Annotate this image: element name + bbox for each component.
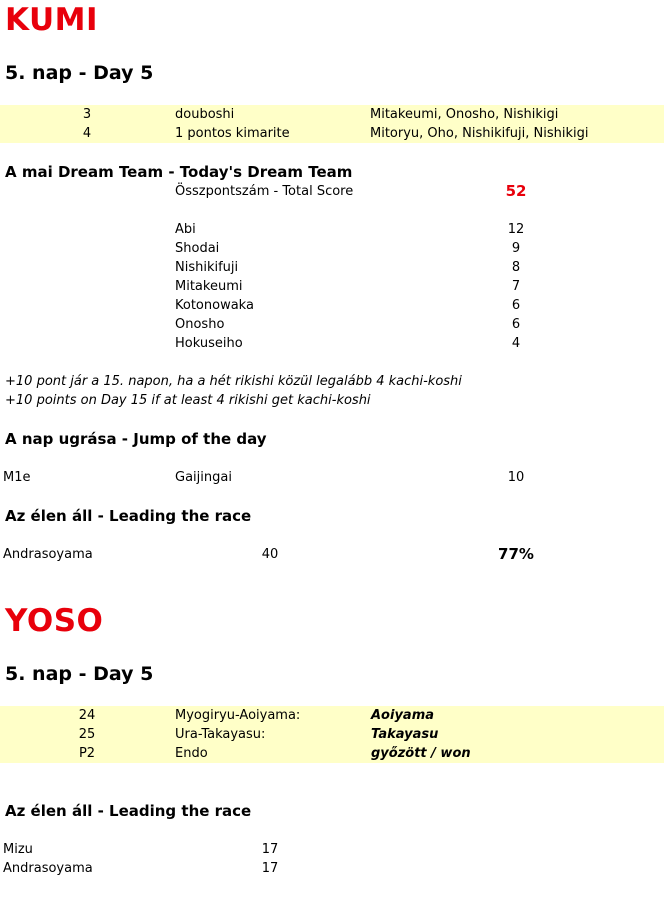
dream-team-member [0, 258, 664, 277]
member-points: 9 [511, 241, 521, 256]
jump-heading: A nap ugrása - Jump of the day [5, 430, 267, 448]
total-score-label: Összpontszám - Total Score [175, 184, 354, 199]
yoso-day-heading: 5. nap - Day 5 [5, 663, 154, 685]
total-score-value: 52 [505, 182, 527, 200]
result-winner: Aoiyama [371, 708, 435, 723]
dream-team-member [0, 220, 664, 239]
member-points: 8 [511, 260, 521, 275]
leader-points: 17 [261, 861, 279, 876]
result-number: 4 [82, 126, 92, 141]
leader-points: 40 [261, 547, 279, 562]
member-name: Hokuseiho [175, 336, 243, 351]
leader-name: Mizu [3, 842, 33, 857]
member-name: Onosho [175, 317, 225, 332]
kumi-leader-row [0, 545, 664, 564]
member-points: 6 [511, 298, 521, 313]
bonus-note-hu: +10 pont jár a 15. napon, ha a hét rikishi közül legalább 4 kachi-koshi [5, 374, 462, 389]
kumi-result-row [0, 124, 664, 143]
kumi-title: KUMI [5, 2, 99, 38]
member-points: 4 [511, 336, 521, 351]
result-names: Mitakeumi, Onosho, Nishikigi [370, 107, 559, 122]
leader-name: Andrasoyama [3, 861, 93, 876]
dream-team-total-row [0, 182, 664, 201]
member-name: Mitakeumi [175, 279, 243, 294]
jump-rank: M1e [3, 470, 31, 485]
jump-row [0, 468, 664, 487]
member-name: Nishikifuji [175, 260, 239, 275]
leader-percent: 77% [498, 545, 534, 563]
result-names: Mitoryu, Oho, Nishikifuji, Nishikigi [370, 126, 589, 141]
yoso-leader-row [0, 840, 664, 859]
result-type: 1 pontos kimarite [175, 126, 290, 141]
result-winner: győzött / won [371, 746, 471, 761]
kumi-result-row [0, 105, 664, 124]
dream-team-member [0, 315, 664, 334]
result-type: douboshi [175, 107, 235, 122]
result-number: 25 [78, 727, 96, 742]
yoso-result-row [0, 706, 664, 725]
yoso-leader-heading: Az élen áll - Leading the race [5, 802, 252, 820]
jump-value: 10 [507, 470, 525, 485]
result-number: 3 [82, 107, 92, 122]
result-number: 24 [78, 708, 96, 723]
dream-team-member [0, 334, 664, 353]
result-bout: Endo [175, 746, 208, 761]
member-name: Abi [175, 222, 196, 237]
member-name: Kotonowaka [175, 298, 254, 313]
member-name: Shodai [175, 241, 220, 256]
yoso-result-row [0, 725, 664, 744]
result-bout: Ura-Takayasu: [175, 727, 266, 742]
kumi-day-heading: 5. nap - Day 5 [5, 62, 154, 84]
leader-name: Andrasoyama [3, 547, 93, 562]
yoso-title: YOSO [5, 603, 104, 639]
bonus-note-en: +10 points on Day 15 if at least 4 rikishi get kachi-koshi [5, 393, 371, 408]
member-points: 7 [511, 279, 521, 294]
dream-team-member [0, 277, 664, 296]
dream-team-member [0, 239, 664, 258]
yoso-leader-row [0, 859, 664, 878]
jump-name: Gaijingai [175, 470, 232, 485]
result-number: P2 [78, 746, 96, 761]
member-points: 6 [511, 317, 521, 332]
yoso-result-row [0, 744, 664, 763]
kumi-leader-heading: Az élen áll - Leading the race [5, 507, 252, 525]
dream-team-member [0, 296, 664, 315]
member-points: 12 [507, 222, 525, 237]
leader-points: 17 [261, 842, 279, 857]
result-bout: Myogiryu-Aoiyama: [175, 708, 301, 723]
result-winner: Takayasu [371, 727, 439, 742]
dream-team-heading: A mai Dream Team - Today's Dream Team [5, 163, 353, 181]
